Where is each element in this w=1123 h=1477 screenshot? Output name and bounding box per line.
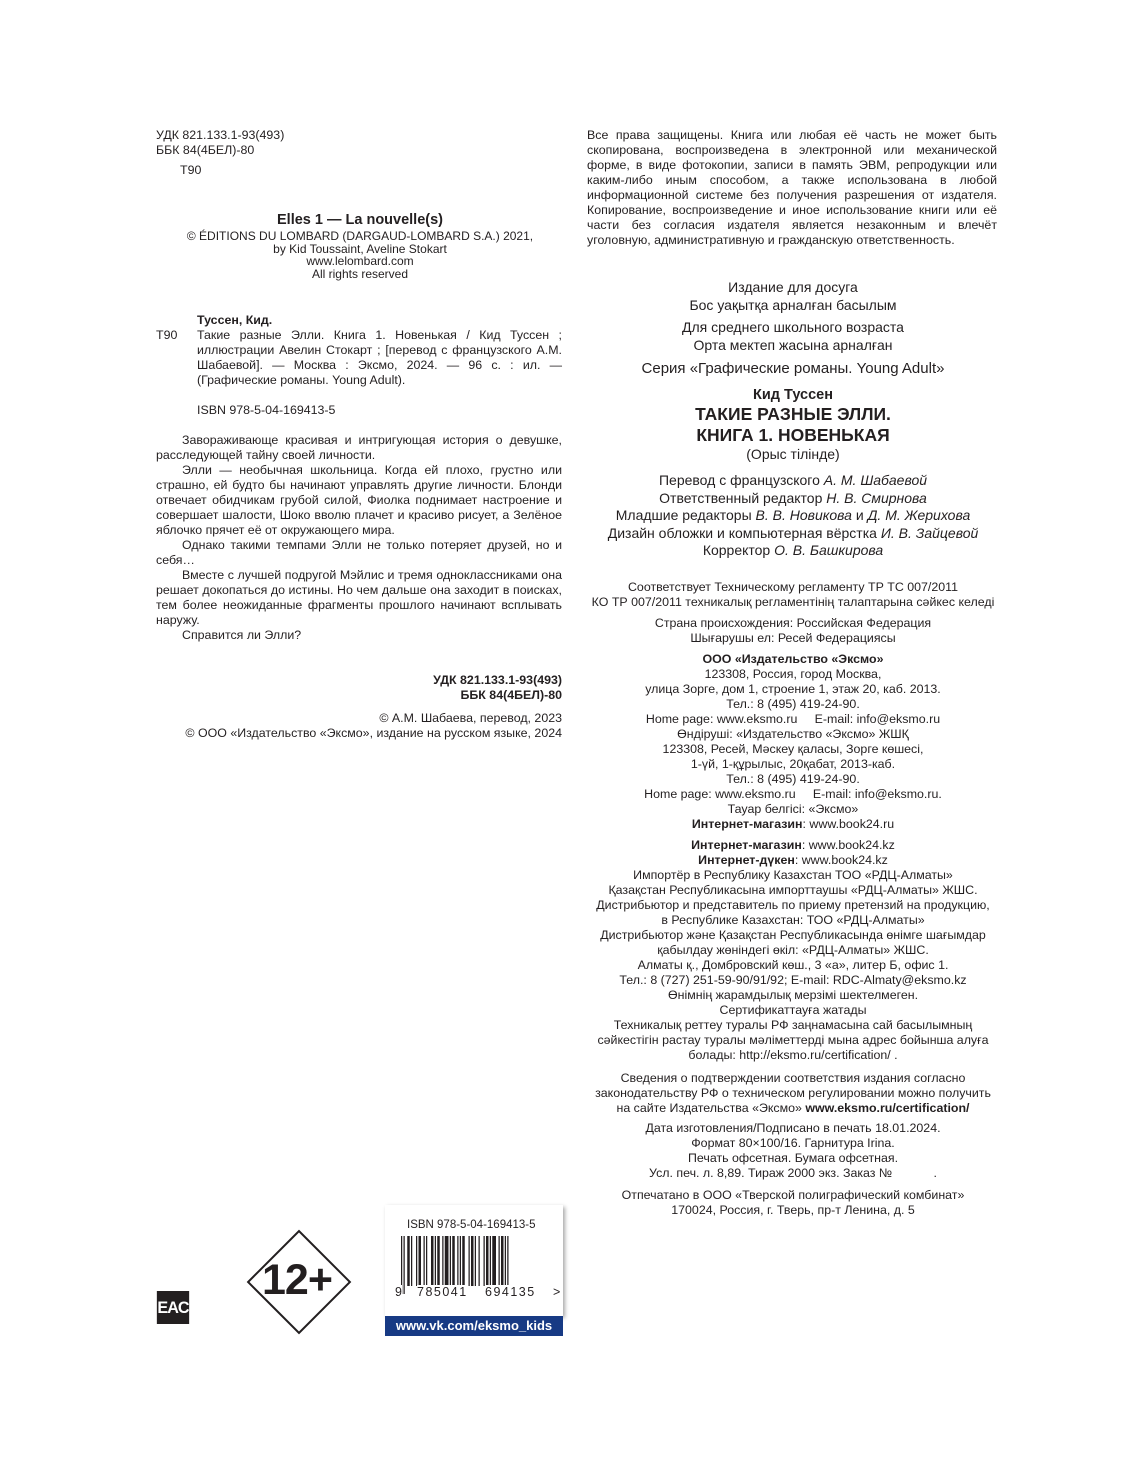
cert-block xyxy=(580,1071,1006,1116)
barcode-bar xyxy=(411,1236,412,1286)
barcode-bar xyxy=(484,1236,485,1286)
kz-line: Техникалық реттеу туралы РФ заңнамасына сай басылымның xyxy=(613,1018,973,1032)
credit-role: Младшие редакторы xyxy=(615,507,752,523)
tr-line: КО ТР 007/2011 техникалық регламентінің талаптарына сәйкес келеді xyxy=(591,595,995,609)
credit-role: Дизайн обложки и компьютерная вёрстка xyxy=(607,524,877,541)
kz-line: қабылдау жөніндегі өкіл: «РДЦ-Алматы» ЖШС. xyxy=(657,943,929,957)
copyright-line: © А.М. Шабаева, перевод, 2023 xyxy=(379,711,562,725)
kz-line: Алматы қ., Домбровский көш., 3 «а», литер Б, офис 1. xyxy=(637,958,949,972)
barcode-bar xyxy=(442,1236,443,1286)
barcode-bar xyxy=(462,1236,465,1286)
print-block xyxy=(580,1121,1006,1181)
shop-value: : www.book24.ru xyxy=(802,817,895,831)
credit-line xyxy=(580,490,1006,508)
shop-label: Интернет-магазин xyxy=(691,838,802,852)
shop-kz-2 xyxy=(580,853,1006,868)
barcode-bar xyxy=(437,1236,440,1286)
tr-block xyxy=(580,580,1006,610)
leisure-ru: Издание для досуга xyxy=(728,279,858,295)
origin-block xyxy=(580,616,1006,646)
shop-label: Интернет-дүкен xyxy=(698,853,795,867)
barcode-bar xyxy=(419,1236,422,1286)
age-kz: Орта мектеп жасына арналған xyxy=(693,336,893,353)
shop-value: : www.book24.kz xyxy=(801,838,895,852)
credit-role: Перевод с французского xyxy=(658,472,820,488)
annotation-paragraph: Однако такими темпами Элли не только потеряет друзей, но и себя… xyxy=(156,538,562,567)
printer-line: 170024, Россия, г. Тверь, пр-т Ленина, д. 5 xyxy=(671,1203,915,1217)
kz-line: Қазақстан Республикасына импорттаушы «РДЦ-Алматы» ЖШС. xyxy=(608,883,978,897)
original-line: All rights reserved xyxy=(311,266,409,281)
copyright-bottom xyxy=(156,711,562,741)
book-title-2: КНИГА 1. НОВЕНЬКАЯ xyxy=(696,425,890,445)
barcode-bar xyxy=(450,1236,451,1286)
barcode-bar xyxy=(424,1236,425,1286)
barcode-bar xyxy=(471,1236,474,1286)
publisher-line: 1-үй, 1-құрылыс, 20қабат, 2013-каб. xyxy=(690,757,896,771)
kz-line: сәйкестігін растау туралы мәліметтерді мына адрес бойынша алуға xyxy=(597,1033,989,1047)
print-line: Формат 80×100/16. Гарнитура Irina. xyxy=(691,1136,895,1150)
barcode-bar xyxy=(501,1236,504,1286)
barcode-bar xyxy=(431,1236,434,1286)
barcode-bar xyxy=(492,1236,496,1286)
shop-kz xyxy=(580,838,1006,853)
credit-name: А. М. Шабаевой xyxy=(823,472,928,488)
original-title: Elles 1 — La nouvelle(s) xyxy=(277,212,443,228)
barcode-isbn: ISBN 978-5-04-169413-5 xyxy=(407,1219,536,1231)
credit-line xyxy=(580,472,1006,490)
kz-line: Өнімнің жарамдылық мерзімі шектелмеген. xyxy=(667,988,919,1002)
original-line: © ÉDITIONS DU LOMBARD (DARGAUD-LOMBARD S.A.) 2021, xyxy=(186,229,534,243)
barcode-digits-3: 694135 xyxy=(485,1285,536,1299)
credit-line xyxy=(580,507,1006,525)
cert-line: Сведения о подтверждении соответствия издания согласно xyxy=(620,1071,966,1085)
barcode-bar xyxy=(460,1236,461,1286)
publisher-line: Тауар белгісі: «Эксмо» xyxy=(727,802,859,816)
barcode-digits-2: 785041 xyxy=(417,1285,468,1299)
age-rating: 12+ xyxy=(262,1256,332,1304)
credit-name: О. В. Башкирова xyxy=(774,542,884,558)
bbk-line: ББК 84(4БЕЛ)-80 xyxy=(156,143,255,157)
catalog-entry: Такие разные Элли. Книга 1. Новенькая / Кид Туссен ; иллюстрации Авелин Стокарт ; [перевод с французского А.М. Шабаевой]. — Москва : Эксмо, 2024. — 96 с. : ил. — (Графические романы. Young Adult). xyxy=(197,328,562,387)
catalog-mark: Т90 xyxy=(156,328,178,342)
bbk-line: ББК 84(4БЕЛ)-80 xyxy=(460,688,562,702)
cert-line: законодательству РФ о техническом регулировании можно получить xyxy=(595,1086,991,1100)
title-block xyxy=(580,387,1006,462)
barcode-arrow: > xyxy=(553,1285,561,1299)
age-ru: Для среднего школьного возраста xyxy=(682,319,904,335)
barcode-bar xyxy=(490,1236,491,1286)
kz-line: болады: http://eksmo.ru/certification/ . xyxy=(688,1048,898,1062)
kz-block xyxy=(580,838,1006,1063)
cert-text: на сайте Издательства «Эксмо» xyxy=(616,1101,806,1115)
shop-ru xyxy=(580,817,1006,832)
kz-line: Тел.: 8 (727) 251-59-90/91/92; E-mail: RDC-Almaty@eksmo.kz xyxy=(619,973,967,987)
barcode-bar xyxy=(505,1236,506,1286)
barcode-bar xyxy=(486,1236,489,1286)
barcode-panel xyxy=(385,1205,563,1316)
udk-line: УДК 821.133.1-93(493) xyxy=(433,673,562,687)
barcode-bar xyxy=(435,1236,436,1286)
credit-name: Д. М. Жерихова xyxy=(867,507,971,523)
catalog-isbn: ISBN 978-5-04-169413-5 xyxy=(197,403,336,417)
publisher-line: Өндіруші: «Издательство «Эксмо» ЖШҚ xyxy=(677,727,909,741)
barcode-bar xyxy=(479,1236,480,1286)
series: Серия «Графические романы. Young Adult» xyxy=(641,360,945,377)
book-author: Кид Туссен xyxy=(753,387,833,403)
barcode-bar xyxy=(426,1236,427,1286)
barcode-bar xyxy=(416,1236,417,1286)
book-title-1: ТАКИЕ РАЗНЫЕ ЭЛЛИ. xyxy=(695,404,891,424)
author-mark-top: Т90 xyxy=(180,163,202,177)
annotation-paragraph: Вместе с лучшей подругой Мэйлис и тремя одноклассниками она решает докопаться до истины. Но чем дальше она заходит в поисках, тем более неожиданные фрагменты прошлого начинают всплывать наружу. xyxy=(156,568,562,627)
barcode-bar xyxy=(407,1236,410,1286)
publisher-block xyxy=(580,652,1006,832)
udk-top xyxy=(156,128,284,158)
credits xyxy=(580,472,1006,560)
credit-name: Н. В. Смирнова xyxy=(826,489,927,506)
printer-line: Отпечатано в ООО «Тверской полиграфический комбинат» xyxy=(621,1188,965,1202)
publisher-line: Тел.: 8 (495) 419-24-90. xyxy=(726,697,860,711)
origin-line: Страна происхождения: Российская Федерация xyxy=(654,616,932,630)
vk-link[interactable]: www.vk.com/eksmo_kids xyxy=(385,1316,563,1336)
publisher-line: Home page: www.eksmo.ru E-mail: info@eksmo.ru xyxy=(645,712,941,726)
copyright-line: © ООО «Издательство «Эксмо», издание на русском языке, 2024 xyxy=(185,726,562,740)
leisure-kz: Бос уақытқа арналған басылым xyxy=(689,296,897,313)
barcode-bar xyxy=(469,1236,470,1286)
credit-line xyxy=(580,525,1006,543)
credit-separator: и xyxy=(855,507,864,523)
credit-name: И. В. Зайцевой xyxy=(880,524,979,541)
annotation xyxy=(156,433,562,643)
credit-role: Ответственный редактор xyxy=(659,489,823,506)
original-line: by Kid Toussaint, Aveline Stokart xyxy=(273,241,447,256)
tr-line: Соответствует Техническому регламенту ТР ТС 007/2011 xyxy=(627,580,958,594)
publisher-line: Тел.: 8 (495) 419-24-90. xyxy=(726,772,860,786)
print-line: Печать офсетная. Бумага офсетная. xyxy=(687,1151,899,1165)
barcode-bar xyxy=(499,1236,500,1286)
kz-line: Импортёр в Республику Казахстан ТОО «РДЦ-Алматы» xyxy=(633,868,953,882)
publisher-line: 123308, Ресей, Мәскеу қаласы, Зорге көшесі, xyxy=(662,742,924,756)
book-language: (Орыс тілінде) xyxy=(746,446,840,462)
cert-line xyxy=(580,1101,1006,1116)
barcode-digit-1: 9 xyxy=(395,1285,402,1299)
udk-line: УДК 821.133.1-93(493) xyxy=(156,128,285,142)
publisher-line: улица Зорге, дом 1, строение 1, этаж 20, каб. 2013. xyxy=(645,682,941,696)
edition-block xyxy=(580,279,1006,378)
credit-line xyxy=(580,542,1006,560)
credit-role: Корректор xyxy=(702,542,771,558)
barcode-bar xyxy=(475,1236,476,1286)
udk-bottom xyxy=(156,673,562,703)
barcode-bar xyxy=(445,1236,449,1286)
cert-link[interactable]: www.eksmo.ru/certification/ xyxy=(805,1101,970,1115)
print-line: Усл. печ. л. 8,89. Тираж 2000 экз. Заказ № . xyxy=(649,1166,937,1180)
printer-block xyxy=(580,1188,1006,1218)
credit-name: В. В. Новикова xyxy=(755,507,852,523)
original-line: www.lelombard.com xyxy=(306,254,414,268)
annotation-paragraph: Справится ли Элли? xyxy=(182,628,302,642)
kz-line: Дистрибьютор және Қазақстан Республикасында өнімге шағымдар xyxy=(600,928,986,942)
publisher-name: ООО «Издательство «Эксмо» xyxy=(702,652,884,666)
kz-line: Дистрибьютор и представитель по приему претензий на продукцию, xyxy=(596,898,990,912)
barcode-bar xyxy=(452,1236,455,1286)
eac-mark xyxy=(157,1291,189,1324)
barcode-bar xyxy=(404,1236,405,1294)
rights-notice: Все права защищены. Книга или любая её часть не может быть скопирована, воспроизведена в электронной или механической форме, в виде фотокопии, записи в память ЭВМ, репродукции или каким-либо иным способом, а также использована в любой информационной системе без получения разрешения от издателя. Копирование, воспроизведение и иное использование книги или её части без согласия издателя является незаконным и влечёт уголовную, административную и гражданскую ответственность. xyxy=(587,128,997,247)
original-edition-block xyxy=(170,211,550,280)
shop-value: : www.book24.kz xyxy=(794,853,888,867)
annotation-paragraph: Элли — необычная школьница. Когда ей плохо, грустно или страшно, ей будто бы начинают управлять другие личности. Блонди отвечает обидчикам грубой силой, Фиолка поднимает настроение и совершает шалости, Шоко вволю плачет и красиво рисует, а Зелёное яблочко прячет её от окружающего мира. xyxy=(156,463,562,537)
publisher-line: Home page: www.eksmo.ru E-mail: info@eksmo.ru. xyxy=(644,787,942,801)
kz-line: в Республике Казахстан: ТОО «РДЦ-Алматы» xyxy=(661,913,925,927)
origin-line: Шығарушы ел: Ресей Федерациясы xyxy=(690,631,896,645)
eac-text: EAC xyxy=(157,1298,189,1317)
print-line: Дата изготовления/Подписано в печать 18.01.2024. xyxy=(645,1121,941,1135)
kz-line: Сертификаттауға жатады xyxy=(719,1003,867,1017)
publisher-line: 123308, Россия, город Москва, xyxy=(704,667,882,681)
catalog-author: Туссен, Кид. xyxy=(197,313,273,327)
shop-label: Интернет-магазин xyxy=(691,817,803,831)
annotation-paragraph: Завораживающе красивая и интригующая история о девушке, расследующей тайну своей личности. xyxy=(156,433,562,462)
